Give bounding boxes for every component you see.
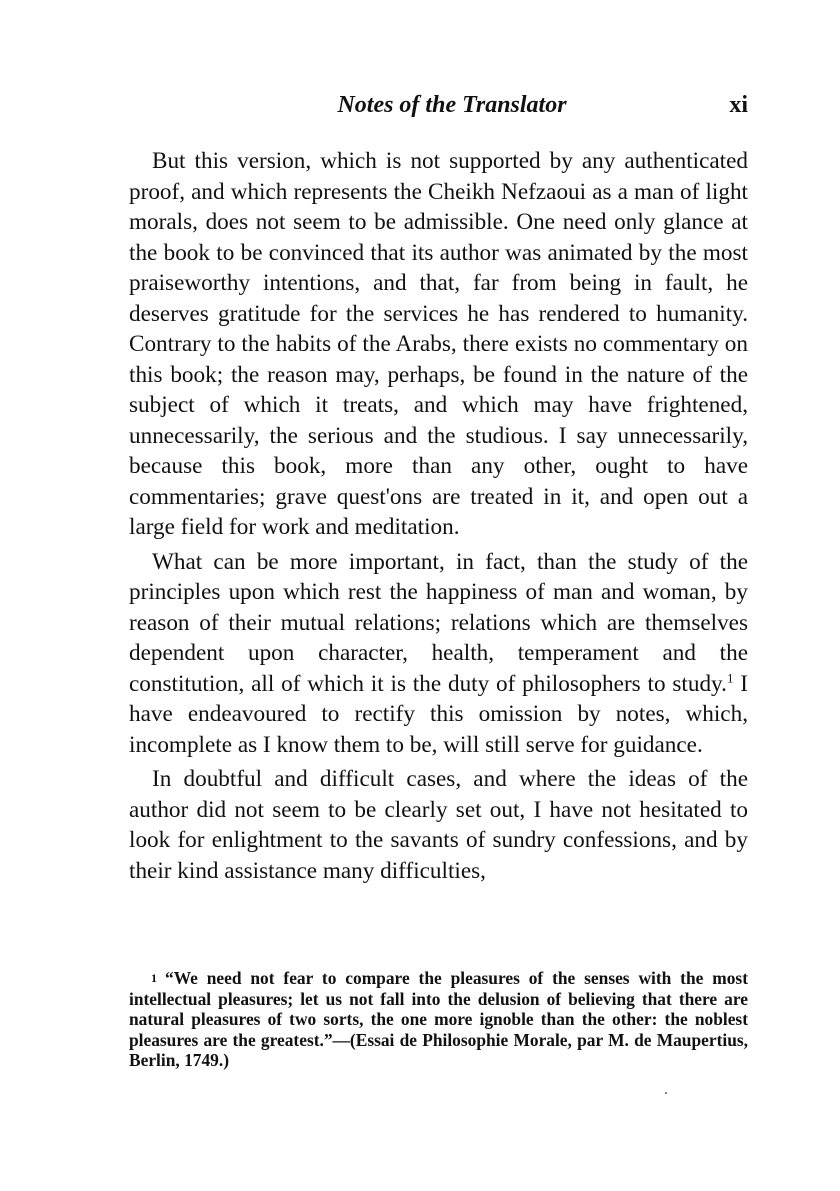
- running-title: Notes of the Translator: [337, 92, 567, 118]
- footnote-paragraph: [129, 968, 748, 1071]
- page-number: xi: [729, 92, 748, 118]
- paragraph-2: [129, 547, 748, 761]
- footnote-reference: 1: [726, 669, 734, 685]
- paragraph-3: In doubtful and difficult cases, and where the ideas of the author did not seem to be clearly set out, I have not hesitated to look for enlightment to the savants of sundry confessions, and by their kind assistance many difficulties,: [129, 766, 748, 884]
- footnote-text: “We need not fear to compare the pleasures of the senses with the most intellectual pleasures; let us not fall into the delusion of believing that there are natural pleasures of two sorts, the one more ignoble than the other: the noblest pleasures are the greatest.”—(Essai de Philosophie Morale, par M. de Maupertius, Berlin, 1749.): [129, 968, 748, 1070]
- paragraph-2-text-after-note: I have endeavoured to rectify this omission by notes, which, incomplete as I know them to be, will still serve for guidance.: [129, 670, 748, 758]
- paragraph-2-text-before-note: What can be more important, in fact, than the study of the principles upon which rest the happiness of man and woman, by reason of their mutual relations; relations which are themselves dependent upon character, health, temperament and the constitution, all of which it is the duty of philosophers to study.: [129, 548, 748, 697]
- footnote-mark: 1: [151, 971, 157, 985]
- running-head: [128, 88, 748, 122]
- paragraph-1: But this version, which is not supported by any authenticated proof, and which represents the Cheikh Nefzaoui as a man of light morals, does not seem to be admissible. One need only glance at the book to be convinced that its author was animated by the most praiseworthy intentions, and that, far from being in fault, he deserves gratitude for the services he has rendered to humanity. Contrary to the habits of the Arabs, there exists no commentary on this book; the reason may, perhaps, be found in the nature of the subject of which it treats, and which may have frightened, unnecessarily, the serious and the studious. I say unnecessarily, because this book, more than any other, ought to have commentaries; grave quest'ons are treated in it, and open out a large field for work and meditation.: [129, 148, 748, 540]
- print-speck: [665, 1092, 667, 1094]
- footnote: [129, 968, 748, 1071]
- body-text: [129, 146, 748, 890]
